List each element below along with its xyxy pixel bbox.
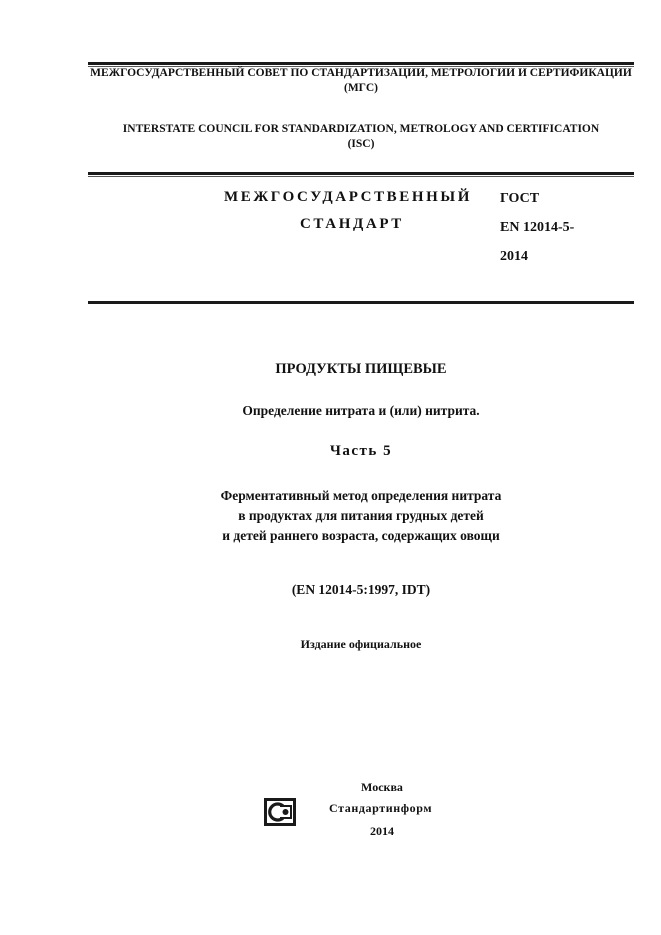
council-ru-abbr: (МГС) bbox=[344, 82, 378, 94]
publication-year: 2014 bbox=[370, 824, 394, 838]
en-reference: (EN 12014-5:1997, IDT) bbox=[291, 582, 431, 597]
document-description bbox=[88, 486, 634, 546]
gost-line1: ГОСТ bbox=[500, 191, 540, 206]
header-rule bbox=[88, 172, 634, 175]
description-line2: в продуктах для питания грудных детей bbox=[238, 508, 484, 523]
council-en-line1: INTERSTATE COUNCIL FOR STANDARDIZATION, METROLOGY AND CERTIFICATION bbox=[122, 123, 600, 135]
standard-label-line2: СТАНДАРТ bbox=[300, 216, 404, 232]
council-ru-line1: МЕЖГОСУДАРСТВЕННЫЙ СОВЕТ ПО СТАНДАРТИЗАЦИИ, МЕТРОЛОГИИ И СЕРТИФИКАЦИИ bbox=[90, 67, 632, 79]
standard-label-line1: МЕЖГОСУДАРСТВЕННЫЙ bbox=[224, 189, 473, 205]
gost-designation bbox=[500, 184, 574, 271]
council-ru bbox=[88, 66, 634, 96]
document-subtitle: Определение нитрата и (или) нитрита. bbox=[242, 403, 480, 418]
council-en-abbr: (ISC) bbox=[347, 138, 375, 150]
publisher-city: Москва bbox=[361, 780, 403, 794]
gost-line3: 2014 bbox=[500, 249, 528, 264]
document-part: Часть 5 bbox=[329, 443, 393, 459]
description-line1: Ферментативный метод определения нитрата bbox=[220, 488, 502, 503]
document-title: ПРОДУКТЫ ПИЩЕВЫЕ bbox=[275, 361, 447, 377]
top-rule bbox=[88, 62, 634, 65]
council-en bbox=[88, 122, 634, 152]
official-edition: Издание официальное bbox=[300, 637, 422, 651]
description-line3: и детей раннего возраста, содержащих овощи bbox=[222, 528, 500, 543]
gost-line2: EN 12014-5- bbox=[500, 220, 575, 235]
publisher-name: Стандартинформ bbox=[329, 801, 433, 815]
header-rule-thin bbox=[88, 176, 634, 177]
designation-rule bbox=[88, 301, 634, 304]
standartinform-logo-icon bbox=[263, 797, 297, 827]
